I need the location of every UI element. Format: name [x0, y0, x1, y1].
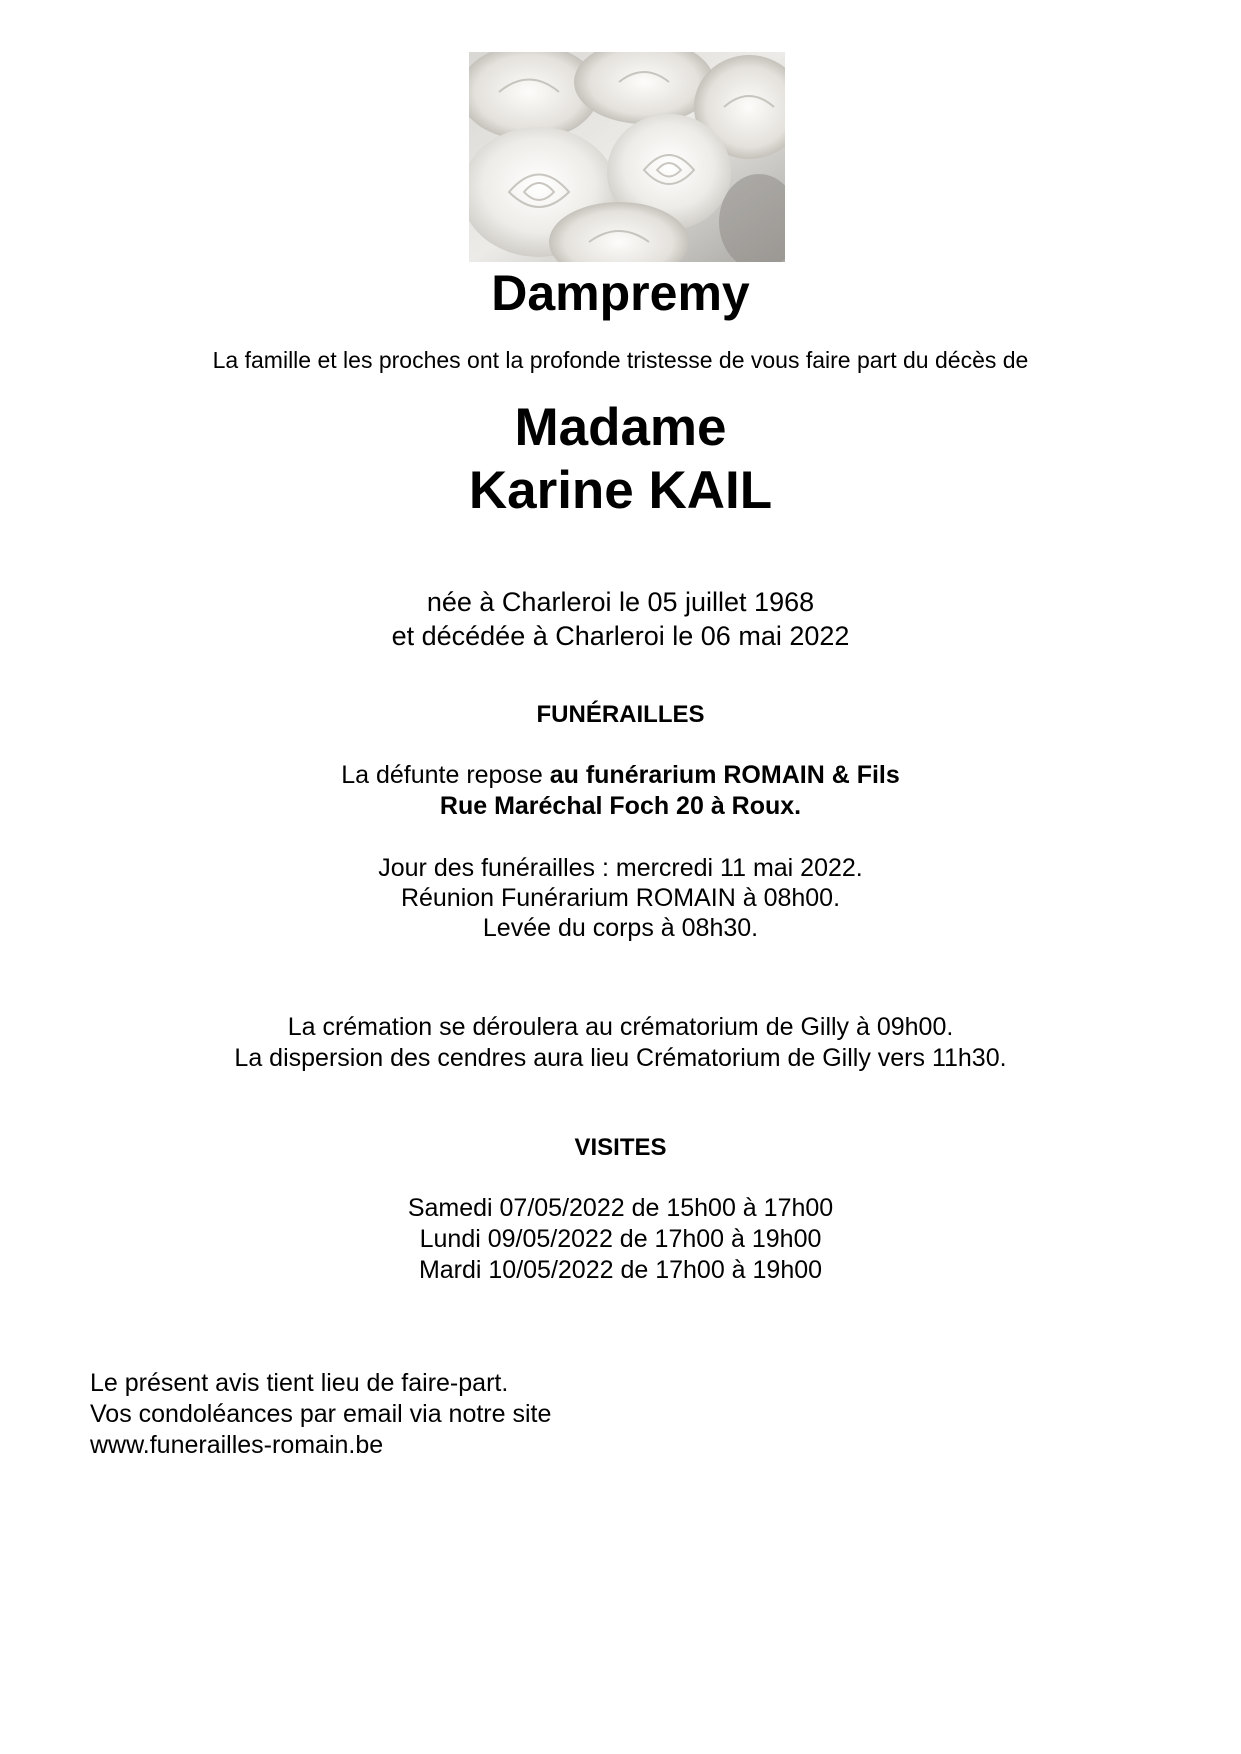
visit-slot: Mardi 10/05/2022 de 17h00 à 19h00: [418, 1256, 823, 1284]
birth-line: née à Charleroi le 05 juillet 1968: [426, 587, 815, 617]
death-line: et décédée à Charleroi le 06 mai 2022: [391, 621, 850, 651]
funeral-schedule: [0, 853, 1241, 943]
town-title: Dampremy: [491, 265, 750, 321]
repose-block: [0, 760, 1241, 822]
repose-line: [0, 760, 1241, 791]
schedule-meeting: Réunion Funérarium ROMAIN à 08h00.: [400, 884, 841, 912]
repose-place: au funérarium ROMAIN & Fils: [549, 761, 900, 789]
dispersion-line: La dispersion des cendres aura lieu Crématorium de Gilly vers 11h30.: [234, 1044, 1007, 1072]
footer-notice: [90, 1368, 551, 1461]
deceased-name: Karine KAIL: [468, 461, 773, 520]
life-dates: [0, 585, 1241, 653]
cremation-line: La crémation se déroulera au crématorium de Gilly à 09h00.: [287, 1013, 954, 1041]
roses-illustration: [469, 52, 785, 262]
white-roses-photo: [469, 52, 785, 262]
repose-address: Rue Maréchal Foch 20 à Roux.: [439, 792, 802, 820]
funerailles-heading: FUNÉRAILLES: [536, 701, 705, 728]
footer-line: Le présent avis tient lieu de faire-part.: [90, 1369, 509, 1397]
cremation-info: [0, 1012, 1241, 1074]
visit-slots: [0, 1193, 1241, 1286]
visit-slot: Samedi 07/05/2022 de 15h00 à 17h00: [407, 1194, 834, 1222]
deceased-name-block: [0, 396, 1241, 522]
deceased-title: Madame: [514, 398, 727, 457]
repose-prefix: La défunte repose: [341, 761, 550, 789]
intro-text: La famille et les proches ont la profonde tristesse de vous faire part du décès de: [212, 347, 1029, 373]
visites-heading: VISITES: [574, 1134, 667, 1161]
footer-website: www.funerailles-romain.be: [90, 1431, 384, 1459]
footer-line: Vos condoléances par email via notre site: [90, 1400, 552, 1428]
visit-slot: Lundi 09/05/2022 de 17h00 à 19h00: [419, 1225, 822, 1253]
schedule-levee: Levée du corps à 08h30.: [482, 914, 759, 942]
schedule-day: Jour des funérailles : mercredi 11 mai 2022.: [378, 854, 863, 882]
